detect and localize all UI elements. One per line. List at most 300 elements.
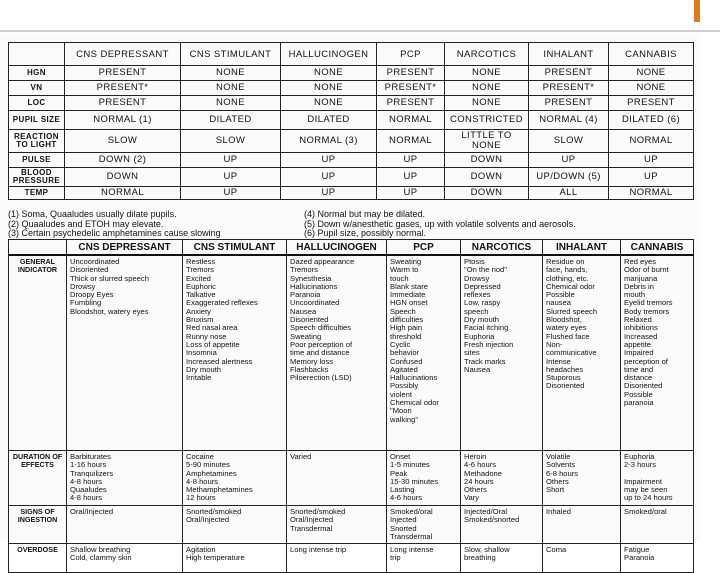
cell-line: Depressed [464, 281, 501, 291]
cell-line: Ptosis [464, 257, 485, 266]
table2-cell [621, 544, 694, 573]
table2-cell [183, 506, 287, 544]
table2-row-label: OVERDOSE [9, 544, 67, 573]
table1-header: HALLUCINOGEN [281, 43, 377, 66]
table1-cell: NORMAL [609, 187, 694, 200]
cell-line: Barbiturates [70, 452, 111, 461]
table1-cell: NORMAL [609, 130, 694, 153]
cell-line: Snorted [390, 523, 417, 533]
cell-line: Short [546, 485, 565, 495]
cell-line: Methadone [464, 468, 502, 478]
cell-line: Facial itching [464, 323, 509, 333]
cell-line: Possible [624, 389, 653, 399]
cell-line: Agitated [390, 364, 418, 374]
cell-line: Vary [464, 493, 480, 503]
table1-cell: PRESENT* [65, 81, 181, 96]
cell-line: clothing, etc. [546, 273, 589, 283]
table1-row-label: HGN [9, 66, 65, 81]
cell-line: sites [464, 348, 480, 358]
table1-header: CANNABIS [609, 43, 694, 66]
table2-row-label: GENERAL INDICATOR [9, 255, 67, 451]
cell-line: Irritable [186, 373, 212, 383]
cell-line: Thick or slurred speech [70, 273, 149, 283]
table1-cell: DILATED [181, 111, 281, 130]
table1-row [9, 130, 694, 153]
cell-line: marijuana [624, 273, 658, 283]
table1-row-label: REACTION TO LIGHT [9, 130, 65, 153]
table1-row-label: LOC [9, 96, 65, 111]
table1-cell: LITTLE TO NONE [445, 130, 529, 153]
cell-line: reflexes [464, 290, 491, 300]
table1-cell: PRESENT [377, 96, 445, 111]
cell-line: Nausea [290, 306, 317, 316]
table1-cell: NORMAL [377, 111, 445, 130]
cell-line: Tranquilizers [70, 468, 114, 478]
cell-line: Anxiety [186, 306, 211, 316]
cell-line: distance [624, 373, 653, 383]
cell-line: Coma [546, 545, 567, 555]
cell-line: time and [624, 364, 654, 374]
table1-cell: SLOW [65, 130, 181, 153]
cell-line: walking" [390, 414, 419, 424]
table1-cell: NONE [181, 66, 281, 81]
table2-row [9, 544, 694, 573]
cell-line: behavior [390, 348, 420, 358]
table1-cell: UP [377, 187, 445, 200]
table2-header: INHALANT [543, 240, 621, 256]
cell-line: Smoked/oral [624, 507, 667, 516]
table1-cell: DOWN [445, 153, 529, 168]
table2-header: HALLUCINOGEN [287, 240, 387, 256]
table1-cell: UP [181, 153, 281, 168]
cell-line: Restless [186, 257, 216, 266]
table1-header: CNS DEPRESSANT [65, 43, 181, 66]
cell-line: threshold [390, 331, 422, 341]
table1-header: INHALANT [529, 43, 609, 66]
cell-line: Shallow breathing [70, 545, 131, 555]
table1-row [9, 187, 694, 200]
cell-line: headaches [546, 364, 584, 374]
cell-line: Amphetamines [186, 468, 237, 478]
cell-line: mouth [624, 290, 646, 300]
table2-header: CNS DEPRESSANT [67, 240, 183, 256]
table2-header-row [9, 240, 694, 256]
cell-line: Chemical odor [546, 281, 595, 291]
footnote: (3) Certain psychedelic amphetamines cause slowing [8, 228, 221, 238]
cell-line: Red eyes [624, 257, 657, 266]
cell-line: Track marks [464, 356, 506, 366]
table1-cell: DOWN (2) [65, 153, 181, 168]
cell-line: communicative [546, 348, 597, 358]
table1-cell: UP [281, 168, 377, 187]
cell-line: 1-5 minutes [390, 460, 430, 470]
table2-row [9, 506, 694, 544]
cell-line: Stuporous [546, 373, 581, 383]
cell-line: Quaaludes [70, 485, 107, 495]
cell-line: Increased alertness [186, 356, 253, 366]
table1-cell: PRESENT [609, 96, 694, 111]
table2-cell [287, 506, 387, 544]
table2-cell [183, 451, 287, 506]
cell-line: Tremors [186, 265, 214, 275]
table2-cell [461, 544, 543, 573]
table1-row [9, 153, 694, 168]
cell-line: Disoriented [624, 381, 663, 391]
cell-line: 5-90 minutes [186, 460, 230, 470]
footnote: (2) Quaaludes and ETOH may elevate. [8, 218, 164, 229]
table1-cell: UP [377, 153, 445, 168]
cell-line: Excited [186, 273, 211, 283]
cell-line: trip [390, 553, 401, 563]
table1-row-label: PULSE [9, 153, 65, 168]
footnotes-left [8, 210, 221, 239]
footnote: (1) Soma, Quaaludes usually dilate pupils. [8, 209, 177, 219]
cell-line: 15-30 minutes [390, 476, 439, 486]
table1-cell: UP [181, 187, 281, 200]
cell-line: 4-8 hours [70, 493, 103, 503]
cell-line: Smoked/snorted [464, 515, 520, 525]
cell-line: Oral/Injected [290, 515, 334, 525]
table1-cell: DILATED [281, 111, 377, 130]
table1-cell: PRESENT [377, 66, 445, 81]
cell-line: paranoia [624, 398, 654, 408]
table1-cell: NORMAL (4) [529, 111, 609, 130]
cell-line: HGN onset [390, 298, 428, 308]
cell-line: Others [464, 485, 487, 495]
table1-row-label: BLOOD PRESSURE [9, 168, 65, 187]
cell-line: Residue on [546, 257, 585, 266]
cell-line: Sweating [290, 331, 322, 341]
cell-line: Possibly [390, 381, 419, 391]
table1-cell: DOWN [445, 168, 529, 187]
cell-line: Inhaled [546, 507, 571, 516]
table2-cell [543, 544, 621, 573]
table2-cell [543, 451, 621, 506]
table2-cell [67, 451, 183, 506]
cell-line: Loss of appetite [186, 339, 240, 349]
cell-line: Eyelid tremors [624, 298, 673, 308]
footnote: (4) Normal but may be dilated. [304, 209, 426, 219]
cell-line: Dry mouth [186, 364, 222, 374]
cell-line: inhibitions [624, 323, 658, 333]
cell-line: difficulties [390, 315, 424, 325]
table2-cell [287, 451, 387, 506]
cell-line: Injected/Oral [464, 507, 508, 516]
cell-line: Increased [624, 331, 658, 341]
cell-line: speech [464, 306, 489, 316]
cell-line: Uncoordinated [290, 298, 340, 308]
table2-cell [461, 506, 543, 544]
cell-line: "Moon [390, 406, 412, 416]
cell-line: Transdermal [390, 531, 433, 541]
table2-cell [543, 255, 621, 451]
cell-line: Cyclic [390, 339, 411, 349]
cell-line: Red nasal area [186, 323, 238, 333]
table1-cell: NONE [281, 66, 377, 81]
cell-line: nausea [546, 298, 571, 308]
cell-line: Nausea [464, 364, 491, 374]
table2-row-label: DURATION OF EFFECTS [9, 451, 67, 506]
cell-line: Sweating [390, 257, 422, 266]
cell-line: 4-8 hours [186, 476, 219, 486]
cell-line: Dry mouth [464, 315, 500, 325]
table1-cell: CONSTRICTED [445, 111, 529, 130]
cell-line: 6-8 hours [546, 468, 579, 478]
table1-cell: SLOW [529, 130, 609, 153]
cell-line: Peak [390, 468, 408, 478]
cell-line: Hallucinations [390, 373, 438, 383]
table2-header: CANNABIS [621, 240, 694, 256]
cell-line: face, hands, [546, 265, 588, 275]
cell-line: Transdermal [290, 523, 333, 533]
cell-line: Confused [390, 356, 423, 366]
table1-cell: UP [529, 153, 609, 168]
cell-line: High temperature [186, 553, 245, 563]
table2-row-label: SIGNS OF INGESTION [9, 506, 67, 544]
table2-cell [621, 451, 694, 506]
table2-cell [387, 255, 461, 451]
cell-line: "On the nod" [464, 265, 507, 275]
cell-line: Body tremors [624, 306, 670, 316]
cell-line: Euphoria [464, 331, 495, 341]
cell-line: Paranoia [624, 553, 655, 563]
table1-corner [9, 43, 65, 66]
cell-line: Disoriented [290, 315, 329, 325]
table1-cell: UP [181, 168, 281, 187]
cell-line: 2-3 hours [624, 460, 657, 470]
table1-cell: PRESENT [65, 96, 181, 111]
cell-line: Speech [390, 306, 416, 316]
cell-line: Euphoric [186, 281, 216, 291]
cell-line: 12 hours [186, 493, 216, 503]
table2-header: CNS STIMULANT [183, 240, 287, 256]
cell-line: perception of [624, 356, 668, 366]
cell-line: Impaired [624, 348, 654, 358]
cell-line: Drowsy [70, 281, 96, 291]
table2-cell [67, 255, 183, 451]
table2-cell [67, 544, 183, 573]
table2-cell [183, 544, 287, 573]
table2-corner [9, 240, 67, 256]
cell-line: time and distance [290, 348, 350, 358]
cell-line: Agitation [186, 545, 216, 555]
table1-row-label: TEMP [9, 187, 65, 200]
table1-header: CNS STIMULANT [181, 43, 281, 66]
table1-cell: UP [281, 187, 377, 200]
cell-line: may be seen [624, 485, 668, 495]
table2-cell [387, 506, 461, 544]
cell-line: Varied [290, 452, 312, 461]
cell-line: Possible [546, 290, 575, 300]
header-divider [0, 30, 720, 32]
cell-line: Long intense trip [290, 545, 347, 555]
table1-cell: NONE [281, 96, 377, 111]
table1-cell: UP [609, 153, 694, 168]
cell-line: Memory loss [290, 356, 334, 366]
cell-line: Oral/Injected [186, 515, 230, 525]
table1-cell: SLOW [181, 130, 281, 153]
cell-line: 4-6 hours [390, 493, 423, 503]
cell-line: Droopy Eyes [70, 290, 114, 300]
table1-row [9, 111, 694, 130]
cell-line: Lasting [390, 485, 415, 495]
cell-line: Fatigue [624, 545, 650, 555]
cell-line: Talkative [186, 290, 216, 300]
table2-cell [287, 544, 387, 573]
cell-line: Smoked/oral [390, 507, 433, 516]
cell-line: Paranoia [290, 290, 321, 300]
cell-line: Volatile [546, 452, 571, 461]
cell-line: Intense [546, 356, 571, 366]
table1-cell: DOWN [65, 168, 181, 187]
table1-cell: PRESENT* [377, 81, 445, 96]
table2-header: PCP [387, 240, 461, 256]
table1-cell: NORMAL (1) [65, 111, 181, 130]
table2-row [9, 451, 694, 506]
cell-line: Cocaine [186, 452, 214, 461]
table1-row [9, 81, 694, 96]
cell-line: Methamphetamines [186, 485, 253, 495]
table1-cell: NONE [181, 96, 281, 111]
slide-header-bar [0, 0, 720, 32]
table1-cell: PRESENT [529, 66, 609, 81]
table1-cell: NORMAL [65, 187, 181, 200]
cell-line: Hallucinations [290, 281, 338, 291]
cell-line: Synesthesia [290, 273, 332, 283]
table1-cell: NORMAL [377, 130, 445, 153]
table1-cell: DOWN [445, 187, 529, 200]
table2-cell [387, 544, 461, 573]
table2-cell [621, 506, 694, 544]
cell-line: Oral/Injected [70, 507, 114, 516]
cell-line: Blank stare [390, 281, 428, 291]
table2-cell [183, 255, 287, 451]
cell-line: Long intense [390, 545, 434, 555]
cell-line: Bloodshot, [546, 315, 582, 325]
cell-line: Solvents [546, 460, 576, 470]
drug-effects-table [8, 239, 694, 573]
table2-cell [387, 451, 461, 506]
cell-line: Injected [390, 515, 417, 525]
table1-cell: NORMAL (3) [281, 130, 377, 153]
cell-line: Snorted/smoked [186, 507, 242, 516]
cell-line: Debris in [624, 281, 654, 291]
cell-line: watery eyes [546, 323, 587, 333]
drug-indicator-table [8, 42, 694, 200]
table1-cell: UP [281, 153, 377, 168]
cell-line: Insomnia [186, 348, 217, 358]
cell-line: Chemical odor [390, 398, 439, 408]
table1-cell: NONE [609, 66, 694, 81]
table2-cell [461, 255, 543, 451]
cell-line: Others [546, 476, 569, 486]
table2-header: NARCOTICS [461, 240, 543, 256]
cell-line: Warm to [390, 265, 419, 275]
cell-line: High pain [390, 323, 423, 333]
table1-cell: NONE [445, 96, 529, 111]
table1-cell: NONE [445, 81, 529, 96]
table1-cell: NONE [445, 66, 529, 81]
cell-line: Odor of burnt [624, 265, 669, 275]
table1-cell: NONE [609, 81, 694, 96]
cell-line: Drowsy [464, 273, 490, 283]
cell-line: Heroin [464, 452, 487, 461]
footnotes-right [304, 210, 576, 239]
cell-line: Flushed face [546, 331, 590, 341]
cell-line: Speech difficulties [290, 323, 352, 333]
cell-line: Cold, clammy skin [70, 553, 132, 563]
cell-line: Fumbling [70, 298, 102, 308]
table2-cell [67, 506, 183, 544]
cell-line: Exaggerated reflexes [186, 298, 258, 308]
table2-cell [287, 255, 387, 451]
cell-line: Piloerection (LSD) [290, 373, 352, 383]
cell-line: Euphoria [624, 452, 655, 461]
table1-cell: PRESENT* [529, 81, 609, 96]
table1-cell: PRESENT [65, 66, 181, 81]
cell-line: Snorted/smoked [290, 507, 346, 516]
table2-row [9, 255, 694, 451]
cell-line: Uncoordinated [70, 257, 120, 266]
table1-cell: NONE [281, 81, 377, 96]
cell-line: Tremors [290, 265, 318, 275]
cell-line: violent [390, 389, 412, 399]
cell-line: Slow, shallow [464, 545, 510, 555]
table1-cell: UP [377, 168, 445, 187]
table1-header: NARCOTICS [445, 43, 529, 66]
cell-line: Bruxism [186, 315, 214, 325]
table2-cell [461, 451, 543, 506]
cell-line: Onset [390, 452, 411, 461]
cell-line: Runny nose [186, 331, 227, 341]
cell-line: Low, raspy [464, 298, 501, 308]
cell-line: Disoriented [70, 265, 109, 275]
table1-cell: ALL [529, 187, 609, 200]
footnote: (6) Pupil size, possibly normal. [304, 228, 427, 238]
table1-cell: NONE [181, 81, 281, 96]
cell-line: Relaxed [624, 315, 652, 325]
cell-line: Fresh injection [464, 339, 514, 349]
cell-line: up to 24 hours [624, 493, 673, 503]
table1-cell: UP/DOWN (5) [529, 168, 609, 187]
cell-line: touch [390, 273, 409, 283]
cell-line: breathing [464, 553, 496, 563]
cell-line: Impairment [624, 476, 662, 486]
table1-header: PCP [377, 43, 445, 66]
cell-line: 1-16 hours [70, 460, 107, 470]
cell-line: Disoriented [546, 381, 585, 391]
table1-row-label: VN [9, 81, 65, 96]
footnote: (5) Down w/anesthetic gases, up with volatile solvents and aerosols. [304, 218, 576, 229]
cell-line: 24 hours [464, 476, 494, 486]
table1-cell: DILATED (6) [609, 111, 694, 130]
table1-cell: UP [609, 168, 694, 187]
table1-row [9, 66, 694, 81]
cell-line: Bloodshot, watery eyes [70, 306, 149, 316]
cell-line: 4-8 hours [70, 476, 103, 486]
cell-line: 4-6 hours [464, 460, 497, 470]
cell-line: Poor perception of [290, 339, 353, 349]
table2-cell [543, 506, 621, 544]
table1-cell: PRESENT [529, 96, 609, 111]
cell-line: Dazed appearance [290, 257, 355, 266]
table2-cell [621, 255, 694, 451]
table1-row [9, 96, 694, 111]
table1-row [9, 168, 694, 187]
cell-line: Flashbacks [290, 364, 329, 374]
cell-line: Immediate [390, 290, 426, 300]
cell-line: appetite [624, 339, 652, 349]
